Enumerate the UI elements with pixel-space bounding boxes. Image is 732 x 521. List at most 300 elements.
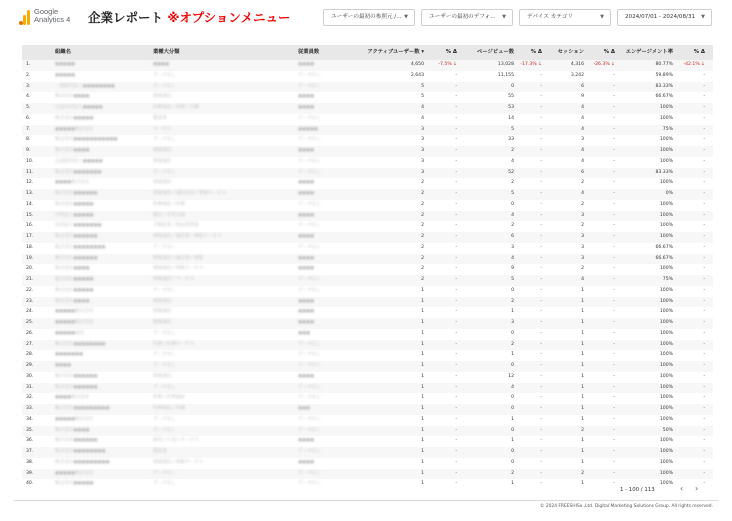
col-engagement-rate[interactable]: エンゲージメント率 bbox=[625, 49, 673, 55]
table-cell-ind: データなし bbox=[153, 427, 176, 433]
table-cell-d3: - bbox=[613, 148, 615, 153]
table-cell-d3: - bbox=[613, 395, 615, 401]
table-cell-d3: - bbox=[613, 158, 615, 164]
col-org-name[interactable]: 組織名 bbox=[55, 49, 71, 55]
table-row[interactable] bbox=[22, 71, 713, 82]
table-cell-au: 1 bbox=[421, 384, 424, 390]
table-cell-d4: - bbox=[703, 459, 705, 465]
table-row[interactable] bbox=[22, 178, 713, 189]
table-cell-d1: - bbox=[455, 330, 457, 336]
table-cell-au: 4,650 bbox=[410, 62, 424, 67]
table-cell-org: 株式会社●●●●● bbox=[55, 277, 94, 282]
table-cell-au: 3 bbox=[421, 169, 424, 175]
table-cell-au: 3 bbox=[421, 148, 424, 153]
table-cell-org: 株式会社●●●●●●● bbox=[55, 169, 102, 175]
table-cell-au: 1 bbox=[421, 395, 424, 401]
table-cell-d1: - bbox=[455, 416, 457, 422]
table-cell-emp: ●●●● bbox=[298, 255, 315, 261]
table-row[interactable] bbox=[22, 447, 713, 458]
table-cell-emp: データなし bbox=[298, 223, 321, 229]
table-cell-ses: 2 bbox=[581, 427, 584, 433]
table-row[interactable] bbox=[22, 329, 713, 340]
table-cell-org: 株式会社●●●●●● bbox=[55, 234, 98, 239]
table-cell-org: 一般財団法人●●●●●●●● bbox=[55, 83, 115, 89]
table-cell-ses: 1 bbox=[581, 416, 584, 422]
table-cell-au: 1 bbox=[421, 309, 424, 315]
table-cell-d4: - bbox=[703, 169, 705, 175]
table-cell-ses: 1 bbox=[581, 363, 584, 368]
table-cell-ses: 1 bbox=[581, 438, 584, 444]
table-cell-n: 38. bbox=[26, 459, 34, 465]
table-cell-org: 株式会社●●●● bbox=[55, 94, 90, 100]
table-cell-ind: 医療福祉 / 医療 bbox=[153, 406, 186, 411]
table-cell-er: 100% bbox=[659, 470, 673, 476]
table-cell-n: 11. bbox=[26, 169, 34, 175]
table-cell-er: 100% bbox=[659, 481, 673, 487]
table-cell-emp: データなし bbox=[298, 470, 321, 476]
table-row[interactable] bbox=[22, 275, 713, 286]
table-cell-n: 19. bbox=[26, 255, 34, 261]
table-cell-n: 7. bbox=[26, 126, 31, 132]
table-row[interactable] bbox=[22, 469, 713, 480]
table-cell-pv: 5 bbox=[511, 191, 514, 196]
table-cell-d2: - bbox=[540, 212, 542, 218]
table-row[interactable] bbox=[22, 264, 713, 275]
table-cell-d3: - bbox=[613, 169, 615, 175]
table-row[interactable] bbox=[22, 114, 713, 125]
table-cell-d1: - bbox=[455, 255, 457, 261]
table-cell-ind: 情報通信 bbox=[153, 320, 172, 325]
table-cell-org: 株式会社●●●●●●●● bbox=[55, 341, 106, 347]
table-row[interactable] bbox=[22, 92, 713, 103]
table-cell-d4: - bbox=[703, 137, 705, 143]
table-cell-n: 31. bbox=[26, 384, 34, 390]
table-cell-ses: 2 bbox=[581, 470, 584, 476]
table-row[interactable] bbox=[22, 125, 713, 136]
table-cell-d1: - bbox=[455, 384, 457, 390]
filter-first-source[interactable] bbox=[323, 9, 415, 26]
table-cell-org: ●●●●●株式会社 bbox=[55, 470, 94, 476]
col-delta-1[interactable]: % Δ bbox=[445, 49, 457, 55]
table-row[interactable] bbox=[22, 436, 713, 447]
table-cell-emp: ●●●● bbox=[298, 180, 315, 186]
table-row[interactable] bbox=[22, 318, 713, 329]
table-cell-er: 50% bbox=[662, 427, 673, 433]
date-range-picker[interactable] bbox=[617, 9, 712, 26]
filter-device-category-label: デバイス カテゴリ bbox=[527, 14, 573, 20]
table-cell-er: 100% bbox=[659, 352, 673, 358]
table-cell-pv: 5 bbox=[511, 126, 514, 132]
table-cell-n: 21. bbox=[26, 277, 34, 282]
table-row[interactable] bbox=[22, 146, 713, 157]
table-cell-d1: - bbox=[455, 115, 457, 121]
table-cell-ind: データなし bbox=[153, 352, 176, 358]
table-cell-au: 1 bbox=[421, 416, 424, 422]
prev-page-icon[interactable]: ‹ bbox=[680, 484, 684, 493]
table-cell-d3: - bbox=[613, 459, 615, 465]
table-cell-org: ●●●● bbox=[55, 363, 72, 368]
table-cell-d3: - bbox=[613, 83, 615, 89]
table-cell-ses: 4 bbox=[581, 277, 584, 282]
table-row[interactable] bbox=[22, 372, 713, 383]
table-cell-au: 5 bbox=[421, 94, 424, 100]
page-title-option: ※オプションメニュー bbox=[167, 10, 291, 25]
table-cell-n: 34. bbox=[26, 416, 34, 422]
table-cell-ses: 3 bbox=[581, 137, 584, 143]
logo-line2: Analytics 4 bbox=[34, 15, 71, 24]
table-row[interactable] bbox=[22, 157, 713, 168]
table-cell-d4: - bbox=[703, 384, 705, 390]
table-cell-pv: 0 bbox=[511, 427, 514, 433]
table-cell-ses: 1 bbox=[581, 320, 584, 325]
table-row[interactable] bbox=[22, 221, 713, 232]
table-cell-d2: - bbox=[540, 298, 542, 304]
table-cell-ses: 1 bbox=[581, 341, 584, 347]
table-cell-emp: ●●● bbox=[298, 330, 311, 336]
table-cell-d1: - bbox=[455, 72, 457, 78]
table-cell-ses: 4 bbox=[581, 105, 584, 110]
table-cell-d3: - bbox=[613, 373, 615, 379]
chevron-down-icon: ▼ bbox=[404, 14, 408, 20]
table-cell-au: 2 bbox=[421, 255, 424, 261]
table-cell-ind: サービス bbox=[153, 126, 172, 132]
table-cell-d4: - bbox=[703, 255, 705, 261]
table-cell-emp: データなし bbox=[298, 244, 321, 250]
table-cell-ind: 医療 / 医療福祉 bbox=[153, 395, 186, 401]
table-cell-org: 株式会社●●●●●●●●●●● bbox=[55, 137, 118, 143]
table-cell-d2: - bbox=[540, 438, 542, 444]
table-cell-d1: - bbox=[455, 266, 457, 272]
table-cell-ses: 1 bbox=[581, 352, 584, 358]
table-cell-d2: - bbox=[540, 330, 542, 336]
table-cell-ind: 情報通信 bbox=[153, 148, 172, 153]
col-industry[interactable]: 業種大分類 bbox=[153, 49, 180, 55]
table-cell-ind: データなし bbox=[153, 83, 176, 89]
col-delta-4[interactable]: % Δ bbox=[693, 49, 705, 55]
table-cell-emp: ●●●● bbox=[298, 62, 315, 67]
table-cell-d2: - bbox=[540, 169, 542, 175]
table-cell-n: 5. bbox=[26, 105, 31, 110]
table-cell-pv: 2 bbox=[511, 180, 514, 186]
table-row[interactable] bbox=[22, 82, 713, 93]
table-cell-d4: - bbox=[703, 223, 705, 229]
col-active-users[interactable]: アクティブユーザー数 ▾ bbox=[367, 49, 424, 55]
table-row[interactable] bbox=[22, 361, 713, 372]
table-cell-emp: データなし bbox=[298, 83, 321, 89]
table-cell-n: 33. bbox=[26, 406, 34, 411]
table-cell-au: 1 bbox=[421, 449, 424, 454]
table-row[interactable] bbox=[22, 286, 713, 297]
filter-device-category[interactable] bbox=[519, 9, 611, 26]
table-cell-au: 1 bbox=[421, 481, 424, 487]
table-cell-er: 100% bbox=[659, 416, 673, 422]
pagination-text: 1 - 100 / 113 bbox=[620, 487, 655, 493]
table-cell-d4: - bbox=[703, 158, 705, 164]
table-cell-d1: - bbox=[455, 438, 457, 444]
filter-first-default[interactable] bbox=[421, 9, 513, 26]
table-cell-er: 100% bbox=[659, 406, 673, 411]
table-cell-n: 15. bbox=[26, 212, 34, 218]
table-cell-d1: - bbox=[455, 309, 457, 315]
table-cell-n: 1. bbox=[26, 62, 31, 67]
table-cell-ses: 1 bbox=[581, 481, 584, 487]
table-row[interactable] bbox=[22, 168, 713, 179]
table-cell-pv: 4 bbox=[511, 158, 514, 164]
table-cell-d2: - bbox=[540, 234, 542, 239]
table-cell-n: 20. bbox=[26, 266, 34, 272]
table-cell-d4: - bbox=[703, 148, 705, 153]
table-row[interactable] bbox=[22, 479, 713, 490]
table-cell-ind: 医療福祉 / 医療 / 介護 bbox=[153, 105, 199, 110]
table-cell-er: 100% bbox=[659, 212, 673, 218]
table-cell-d1: - bbox=[455, 180, 457, 186]
table-cell-ses: 4 bbox=[581, 115, 584, 121]
table-cell-ind: 医療福祉 / 医療 bbox=[153, 201, 186, 207]
table-cell-pv: 12 bbox=[508, 373, 514, 379]
table-cell-au: 1 bbox=[421, 330, 424, 336]
table-cell-d2: - bbox=[540, 309, 542, 315]
table-cell-er: 100% bbox=[659, 373, 673, 379]
table-cell-org: ●●●●●株式会社 bbox=[55, 320, 94, 325]
table-cell-d3: - bbox=[613, 105, 615, 110]
table-cell-org: 株式会社●●●● bbox=[55, 298, 90, 304]
table-cell-d4: - bbox=[703, 287, 705, 293]
table-cell-d3: - bbox=[613, 234, 615, 239]
table-cell-org: 株式会社●●●●●● bbox=[55, 255, 98, 261]
table-cell-ses: 3 bbox=[581, 255, 584, 261]
table-cell-pv: 14 bbox=[508, 115, 514, 121]
table-cell-n: 3. bbox=[26, 83, 31, 89]
table-cell-ind: 情報通信 / 通信放送 / 情報サービス bbox=[153, 191, 227, 196]
table-cell-er: 100% bbox=[659, 137, 673, 143]
table-cell-d4: - bbox=[703, 449, 705, 454]
table-cell-au: 2 bbox=[421, 234, 424, 239]
table-cell-d1: - bbox=[455, 395, 457, 401]
table-cell-ses: 4 bbox=[581, 148, 584, 153]
table-cell-er: 100% bbox=[659, 363, 673, 368]
table-cell-au: 1 bbox=[421, 406, 424, 411]
table-cell-org: ●●●●株式会社 bbox=[55, 395, 90, 401]
table-row[interactable] bbox=[22, 297, 713, 308]
table-cell-d2: - bbox=[540, 94, 542, 100]
table-cell-er: 100% bbox=[659, 115, 673, 121]
table-row[interactable] bbox=[22, 189, 713, 200]
col-sessions[interactable]: セッション bbox=[557, 49, 584, 55]
table-cell-ses: 3 bbox=[581, 234, 584, 239]
table-cell-n: 35. bbox=[26, 427, 34, 433]
table-cell-d4: - bbox=[703, 126, 705, 132]
table-cell-ses: 6 bbox=[581, 169, 584, 175]
table-cell-org: ●●●●●●● bbox=[55, 352, 84, 358]
table-row[interactable] bbox=[22, 426, 713, 437]
table-body bbox=[22, 60, 713, 490]
table-cell-d1: - bbox=[455, 277, 457, 282]
table-cell-ind: 教育 / 学習支援 bbox=[153, 212, 186, 218]
table-cell-ses: 1 bbox=[581, 449, 584, 454]
table-cell-d4: - bbox=[703, 373, 705, 379]
table-cell-d2: - bbox=[540, 470, 542, 476]
table-row[interactable] bbox=[22, 211, 713, 222]
table-cell-org: 株式会社●●●●●● bbox=[55, 438, 98, 444]
table-cell-n: 40. bbox=[26, 481, 34, 487]
table-cell-org: 株式会社●●●●● bbox=[55, 115, 94, 121]
table-row[interactable] bbox=[22, 340, 713, 351]
table-cell-d1: - bbox=[455, 169, 457, 175]
table-cell-ses: 6 bbox=[581, 83, 584, 89]
table-cell-d1: - bbox=[455, 105, 457, 110]
table-cell-org: 株式会社●●●●●●●● bbox=[55, 449, 106, 454]
table-cell-d3: - bbox=[613, 352, 615, 358]
table-cell-au: 1 bbox=[421, 352, 424, 358]
table-row[interactable] bbox=[22, 383, 713, 394]
table-cell-pv: 1 bbox=[511, 416, 514, 422]
filter-first-source-label: ユーザーの最初の参照元 /... bbox=[331, 14, 402, 20]
table-cell-n: 27. bbox=[26, 341, 34, 347]
table-cell-d1: - bbox=[455, 234, 457, 239]
table-row[interactable] bbox=[22, 254, 713, 265]
table-cell-d2: - bbox=[540, 201, 542, 207]
table-cell-d1: - bbox=[455, 481, 457, 487]
table-cell-emp: ●●●● bbox=[298, 266, 315, 272]
table-cell-ind: データなし bbox=[153, 470, 176, 476]
table-cell-d2: - bbox=[540, 373, 542, 379]
table-cell-d4: - bbox=[703, 298, 705, 304]
table-cell-d4: - bbox=[703, 266, 705, 272]
table-row[interactable] bbox=[22, 200, 713, 211]
table-cell-er: 66.67% bbox=[655, 94, 673, 100]
next-page-icon[interactable]: › bbox=[695, 484, 699, 493]
table-cell-emp: ●●● bbox=[298, 406, 311, 411]
table-cell-ind: データなし bbox=[153, 72, 176, 78]
table-cell-er: 100% bbox=[659, 341, 673, 347]
table-cell-pv: 2 bbox=[511, 223, 514, 229]
table-cell-ses: 1 bbox=[581, 298, 584, 304]
table-cell-pv: 0 bbox=[511, 449, 514, 454]
table-cell-d1: - bbox=[455, 94, 457, 100]
table-cell-d2: - bbox=[540, 320, 542, 325]
table-cell-n: 39. bbox=[26, 470, 34, 476]
analytics-icon bbox=[19, 10, 31, 25]
table-cell-n: 17. bbox=[26, 234, 34, 239]
col-pageviews[interactable]: ページビュー数 bbox=[477, 49, 514, 55]
col-delta-2[interactable]: % Δ bbox=[530, 49, 542, 55]
table-cell-au: 2 bbox=[421, 266, 424, 272]
table-cell-d3: - bbox=[613, 255, 615, 261]
table-cell-ind: ●●●● bbox=[153, 62, 170, 67]
table-cell-pv: 2 bbox=[511, 470, 514, 476]
table-cell-n: 29. bbox=[26, 363, 34, 368]
table-cell-er: 66.67% bbox=[655, 244, 673, 250]
table-cell-d2: - bbox=[540, 148, 542, 153]
table-cell-n: 22. bbox=[26, 287, 34, 293]
table-cell-emp: ●●●●● bbox=[298, 126, 319, 132]
table-cell-ind: データなし bbox=[153, 416, 176, 422]
table-cell-er: 100% bbox=[659, 180, 673, 186]
table-cell-d4: - bbox=[703, 277, 705, 282]
table-cell-emp: ●●●● bbox=[298, 148, 315, 153]
table-cell-n: 9. bbox=[26, 148, 31, 153]
col-employees[interactable]: 従業員数 bbox=[298, 49, 320, 55]
table-cell-emp: データなし bbox=[298, 384, 321, 390]
table-cell-org: ●●●●株式会社 bbox=[55, 180, 90, 186]
table-cell-d3: - bbox=[613, 223, 615, 229]
table-cell-ind: 情報通信 bbox=[153, 180, 172, 186]
table-cell-d3: - bbox=[613, 212, 615, 218]
table-cell-d3: - bbox=[613, 438, 615, 444]
table-cell-au: 1 bbox=[421, 373, 424, 379]
chevron-down-icon: ▼ bbox=[600, 14, 604, 20]
table-cell-d2: - bbox=[540, 191, 542, 196]
table-cell-d3: - bbox=[613, 137, 615, 143]
table-cell-pv: 53 bbox=[508, 105, 514, 110]
table-cell-n: 4. bbox=[26, 94, 31, 100]
copyright-text: © 2024 FREESHISo.,Ltd. Digital Marketing Solutions Group. All rights reserved. bbox=[540, 504, 713, 509]
table-cell-org: 社団法人●●●●●●● bbox=[55, 223, 102, 229]
table-cell-pv: 2 bbox=[511, 148, 514, 153]
table-cell-au: 1 bbox=[421, 363, 424, 368]
table-row[interactable] bbox=[22, 404, 713, 415]
table-row[interactable] bbox=[22, 458, 713, 469]
table-row[interactable] bbox=[22, 415, 713, 426]
table-cell-d1: - bbox=[455, 201, 457, 207]
table-cell-au: 1 bbox=[421, 427, 424, 433]
table-cell-ses: 1 bbox=[581, 384, 584, 390]
table-cell-ses: 1 bbox=[581, 330, 584, 336]
col-delta-3[interactable]: % Δ bbox=[603, 49, 615, 55]
table-cell-ses: 9 bbox=[581, 94, 584, 100]
table-cell-er: 100% bbox=[659, 223, 673, 229]
table-row[interactable] bbox=[22, 393, 713, 404]
table-cell-ses: 4 bbox=[581, 191, 584, 196]
table-row[interactable] bbox=[22, 232, 713, 243]
table-cell-n: 18. bbox=[26, 244, 34, 250]
table-cell-emp: データなし bbox=[298, 352, 321, 358]
table-row[interactable] bbox=[22, 135, 713, 146]
table-cell-emp: ●●●● bbox=[298, 320, 315, 325]
table-cell-au: 1 bbox=[421, 287, 424, 293]
table-cell-au: 2 bbox=[421, 212, 424, 218]
table-cell-org: 株式会社●●●●● bbox=[55, 287, 94, 293]
table-cell-ses: 3,242 bbox=[570, 72, 584, 78]
table-cell-d4: - bbox=[703, 309, 705, 315]
table-cell-d4: - bbox=[703, 191, 705, 196]
table-cell-d1: - bbox=[455, 320, 457, 325]
table-cell-emp: データなし bbox=[298, 416, 321, 422]
table-cell-org: 株式会社●●●● bbox=[55, 266, 90, 272]
table-cell-ind: 情報通信 bbox=[153, 94, 172, 100]
table-row[interactable] bbox=[22, 350, 713, 361]
table-row[interactable] bbox=[22, 60, 713, 71]
filter-first-default-label: ユーザーの最初のデフォ... bbox=[429, 14, 496, 20]
table-cell-emp: データなし bbox=[298, 169, 321, 175]
table-cell-d4: -42.1% ↓ bbox=[683, 62, 705, 67]
table-row[interactable] bbox=[22, 307, 713, 318]
table-cell-pv: 2 bbox=[511, 341, 514, 347]
table-cell-n: 8. bbox=[26, 137, 31, 143]
table-row[interactable] bbox=[22, 243, 713, 254]
table-cell-d2: - bbox=[540, 341, 542, 347]
table-cell-d2: - bbox=[540, 287, 542, 293]
table-cell-d1: - bbox=[455, 459, 457, 465]
table-cell-au: 2 bbox=[421, 277, 424, 282]
table-cell-n: 2. bbox=[26, 72, 31, 78]
table-cell-emp: ●●●● bbox=[298, 298, 315, 304]
table-row[interactable] bbox=[22, 103, 713, 114]
table-cell-emp: ●●●● bbox=[298, 212, 315, 218]
table-cell-org: ●●●●●株式会社 bbox=[55, 416, 94, 422]
table-cell-org: ●●●●● bbox=[55, 62, 76, 67]
table-cell-emp: データなし bbox=[298, 72, 321, 78]
